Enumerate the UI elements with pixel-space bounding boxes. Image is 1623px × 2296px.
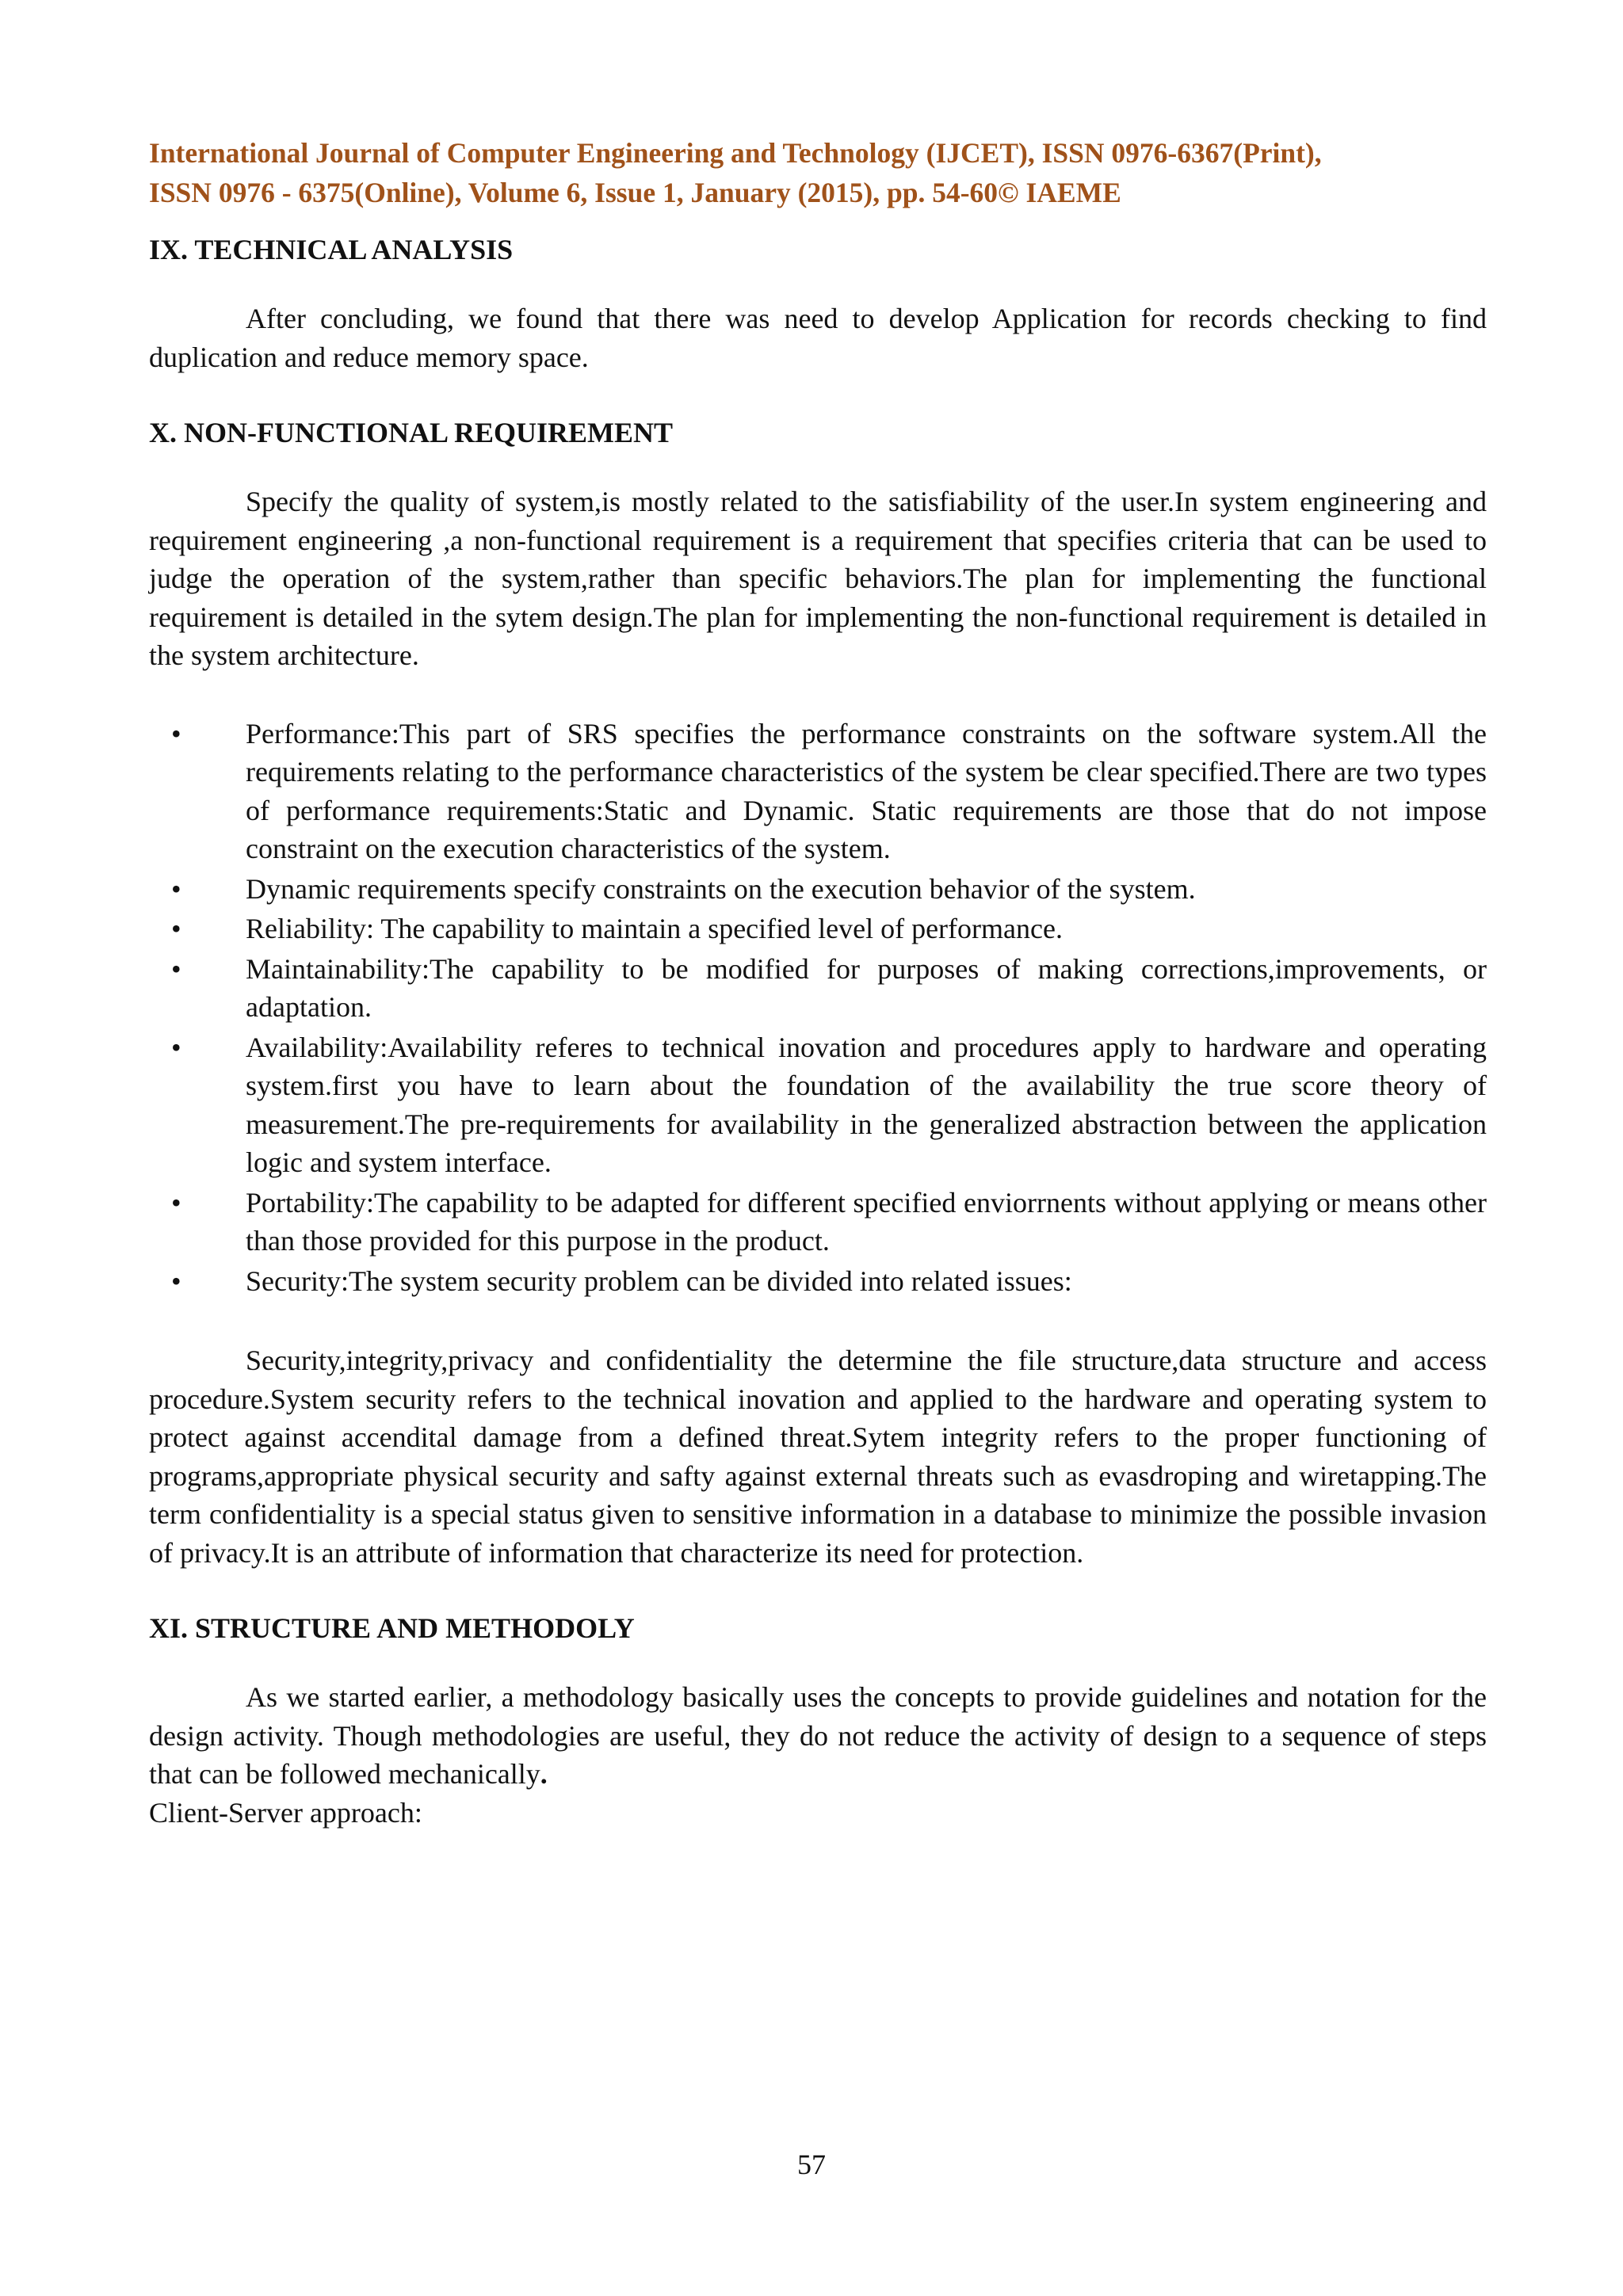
methodology-paragraph [149,1678,1487,1794]
bullet-text: Availability:Availability referes to technical inovation and procedures apply to hardware and operating system.first you have to learn about the foundation of the availability the true score theory of measurement.The pre-requirements for availability in the generalized abstraction between the application logic and system interface. [246,1031,1487,1178]
section-technical-analysis [149,230,1487,376]
paper-page [149,133,1487,1832]
bullet-marker: • [171,872,181,905]
bullet-availability [149,1028,1487,1182]
bullet-marker: • [171,1264,181,1297]
bullet-text: Dynamic requirements specify constraints on the execution behavior of the system. [246,872,1196,905]
bullet-security [149,1262,1487,1301]
bullet-text: Performance:This part of SRS specifies the performance constraints on the software system.All the requirements relating to the performance characteristics of the system be clear specified.There are two types of performance requirements:Static and Dynamic. Static requirements are those that do not impose constraint on the execution characteristics of the system. [246,717,1487,864]
journal-header [149,133,1487,212]
section-heading-technical-analysis: IX. TECHNICAL ANALYSIS [149,234,514,265]
bullet-marker: • [171,717,181,749]
bullet-text: Maintainability:The capability to be modified for purposes of making corrections,improvements, or adaptation. [246,952,1487,1023]
bullet-dynamic-requirements [149,870,1487,909]
bullet-performance [149,715,1487,868]
bullet-text: Reliability: The capability to maintain a specified level of performance. [246,913,1063,944]
journal-header-line-2: ISSN 0976 - 6375(Online), Volume 6, Issue 1, January (2015), pp. 54-60© IAEME [149,177,1121,208]
bullet-marker: • [171,1031,181,1063]
methodology-paragraph-text: As we started earlier, a methodology basically uses the concepts to provide guidelines and notation for the design activity. Though methodologies are useful, they do not reduce the activity of design to a sequence of steps that can be followed mechanically [149,1681,1487,1790]
bullet-marker: • [171,952,181,985]
page-number: 57 [797,2149,826,2180]
journal-header-line-1: International Journal of Computer Engineering and Technology (IJCET), ISSN 0976-6367(Print), [149,137,1322,169]
bullet-text: Portability:The capability to be adapted for different specified enviorrnents without applying or means other than those provided for this purpose in the product. [246,1186,1487,1257]
section-structure-and-methodology [149,1608,1487,1832]
requirements-bullet-list [149,715,1487,1301]
section-heading-non-functional-requirement: X. NON-FUNCTIONAL REQUIREMENT [149,417,674,448]
bullet-marker: • [171,1186,181,1219]
section-non-functional-requirement [149,413,1487,1572]
security-paragraph: Security,integrity,privacy and confidentiality the determine the file structure,data structure and access procedure.System security refers to the technical inovation and applied to the hardware and operating system to protect against accendital damage from a defined threat.Sytem integrity refers to the proper functioning of programs,appropriate physical security and safty against external threats such as evasdroping and wiretapping.The term confidentiality is a special status given to sensitive information in a database to minimize the possible invasion of privacy.It is an attribute of information that characterize its need for protection. [149,1344,1487,1569]
bullet-maintainability [149,950,1487,1027]
technical-analysis-paragraph: After concluding, we found that there was need to develop Application for records checking to find duplication and reduce memory space. [149,303,1487,373]
client-server-label: Client-Server approach: [149,1796,422,1829]
bullet-reliability [149,910,1487,948]
methodology-paragraph-period: . [540,1758,548,1790]
bullet-portability [149,1184,1487,1261]
section-heading-structure-and-methodology: XI. STRUCTURE AND METHODOLY [149,1612,635,1644]
bullet-marker: • [171,913,181,944]
bullet-text: Security:The system security problem can be divided into related issues: [246,1264,1072,1297]
non-functional-requirement-paragraph: Specify the quality of system,is mostly related to the satisfiability of the user.In system engineering and requirement engineering ,a non-functional requirement is a requirement that specifies criteria that can be used to judge the operation of the system,rather than specific behaviors.The plan for implementing the functional requirement is detailed in the sytem design.The plan for implementing the non-functional requirement is detailed in the system architecture. [149,486,1487,671]
